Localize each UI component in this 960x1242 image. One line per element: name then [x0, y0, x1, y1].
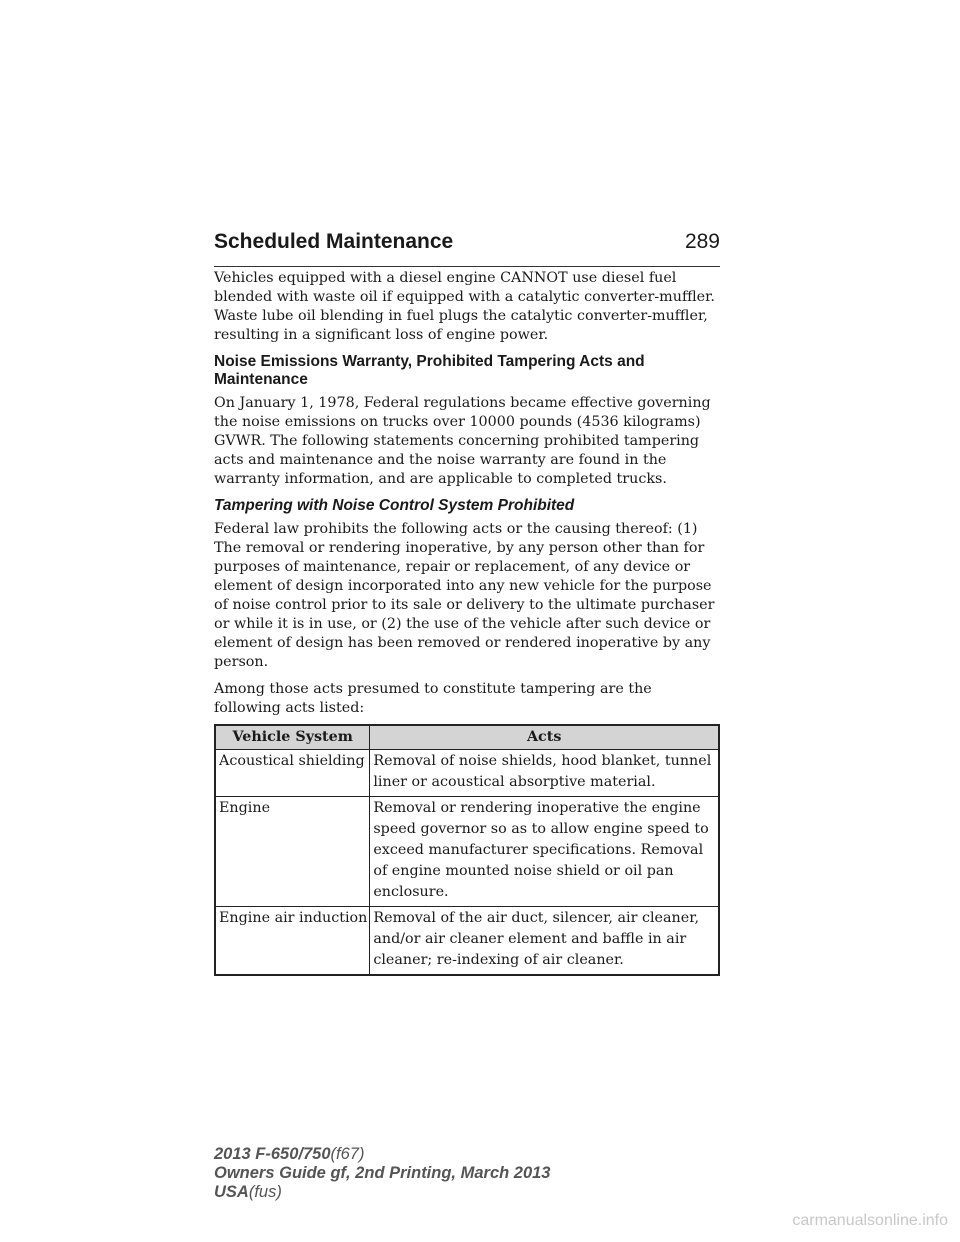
page-number: 289 [684, 230, 720, 253]
section-title: Scheduled Maintenance [214, 230, 454, 253]
acts-cell: Removal of noise shields, hood blanket, tunnel liner or acoustical absorptive material. [370, 750, 719, 797]
footer-model-code: (f67) [330, 1145, 365, 1163]
acts-cell: Removal or rendering inoperative the engine speed governor so as to allow engine speed to exceed manufacturer specifications. Removal of engine mounted noise shield or oil pan enclosure. [370, 797, 719, 907]
site-watermark: carmanualsonline.info [792, 1212, 948, 1229]
acts-cell: Removal of the air duct, silencer, air cleaner, and/or air cleaner element and baffle in air cleaner; re-indexing of air cleaner. [370, 907, 719, 976]
document-footer [214, 1145, 551, 1202]
tampering-heading: Tampering with Noise Control System Prohibited [214, 497, 575, 514]
page-header [214, 228, 720, 267]
footer-line-1 [214, 1145, 551, 1164]
table-row [215, 797, 719, 907]
table-row [215, 750, 719, 797]
vehicle-system-cell: Engine [215, 797, 370, 907]
tampering-acts-intro: Among those acts presumed to constitute tampering are the following acts listed: [214, 681, 652, 716]
footer-line-3 [214, 1183, 551, 1202]
table-header-row [215, 725, 719, 750]
footer-line-2: Owners Guide gf, 2nd Printing, March 2013 [214, 1164, 551, 1182]
vehicle-system-cell: Acoustical shielding [215, 750, 370, 797]
footer-region: USA [214, 1183, 249, 1201]
column-header-acts: Acts [370, 725, 719, 750]
tampering-acts-table [214, 724, 720, 976]
table-row [215, 907, 719, 976]
noise-warranty-paragraph: On January 1, 1978, Federal regulations became effective governing the noise emissions on trucks over 10000 pounds (4536 kilograms) GVWR. The following statements concerning prohibited tampering acts and maintenance and the noise warranty are found in the warranty information, and are applicable to completed trucks. [214, 395, 711, 487]
intro-paragraph: Vehicles equipped with a diesel engine CANNOT use diesel fuel blended with waste oil if equipped with a catalytic converter-muffler. Waste lube oil blending in fuel plugs the catalytic converter-muffler, resulting in a significant loss of engine power. [214, 270, 715, 343]
column-header-vehicle-system: Vehicle System [215, 725, 370, 750]
footer-model: 2013 F-650/750 [214, 1145, 331, 1163]
tampering-paragraph: Federal law prohibits the following acts or the causing thereof: (1) The removal or rendering inoperative, by any person other than for purposes of maintenance, repair or replacement, of any device or element of design incorporated into any new vehicle for the purpose of noise control prior to its sale or delivery to the ultimate purchaser or while it is in use, or (2) the use of the vehicle after such device or element of design has been removed or rendered inoperative by any person. [214, 521, 715, 670]
vehicle-system-cell: Engine air induction [215, 907, 370, 976]
page-body [214, 269, 722, 976]
noise-warranty-heading: Noise Emissions Warranty, Prohibited Tampering Acts and Maintenance [214, 353, 645, 388]
footer-region-code: (fus) [248, 1183, 282, 1201]
